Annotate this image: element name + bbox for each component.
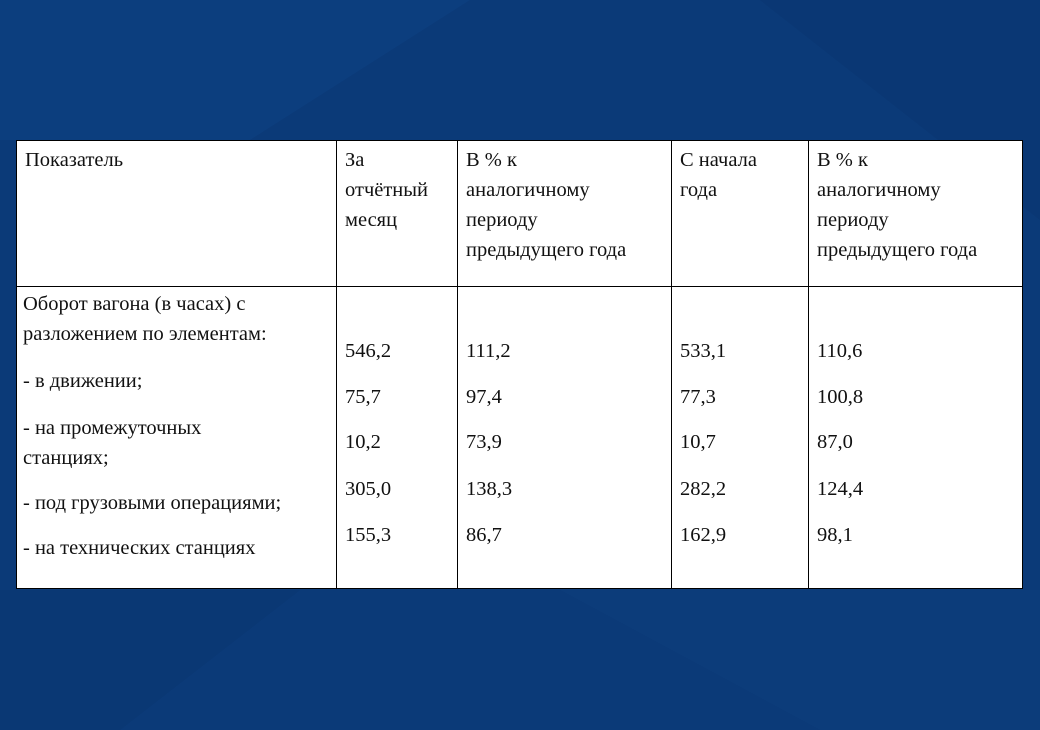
column-month [337, 287, 458, 589]
cell-ytd-technical: 162,9 [680, 524, 727, 546]
label-movement: - в движении; [23, 370, 143, 392]
indicator-labels [17, 287, 337, 589]
data-table-container [16, 140, 1022, 589]
label-cargo: - под грузовыми операциями; [23, 492, 282, 514]
header-year-to-date: С начала года [672, 141, 809, 287]
cell-ytd-movement: 77,3 [680, 386, 716, 408]
cell-pct-cargo: 138,3 [466, 478, 513, 500]
cell-pct-ytd-cargo: 124,4 [817, 478, 864, 500]
cell-pct-technical: 86,7 [466, 524, 502, 546]
cell-pct-intermediate: 73,9 [466, 431, 502, 453]
cell-pct-ytd-total: 110,6 [817, 340, 863, 362]
cell-month-technical: 155,3 [345, 524, 392, 546]
column-pct-prev-year [458, 287, 672, 589]
cell-month-movement: 75,7 [345, 386, 381, 408]
cell-pct-movement: 97,4 [466, 386, 502, 408]
header-month: За отчётный месяц [337, 141, 458, 287]
cell-pct-total: 111,2 [466, 340, 511, 362]
table-body-row [17, 287, 1023, 589]
cell-month-cargo: 305,0 [345, 478, 392, 500]
label-technical: - на технических станциях [23, 537, 256, 559]
cell-ytd-total: 533,1 [680, 340, 727, 362]
column-pct-prev-ytd [809, 287, 1023, 589]
cell-pct-ytd-movement: 100,8 [817, 386, 864, 408]
cell-ytd-cargo: 282,2 [680, 478, 727, 500]
label-title-line2: разложением по элементам: [23, 323, 267, 345]
header-pct-prev-ytd: В % к аналогичному периоду предыдущего года [809, 141, 1023, 287]
data-table [16, 140, 1023, 589]
cell-month-intermediate: 10,2 [345, 431, 381, 453]
label-intermediate-line2: станциях; [23, 447, 109, 469]
cell-month-total: 546,2 [345, 340, 392, 362]
header-indicator: Показатель [17, 141, 337, 287]
cell-pct-ytd-technical: 98,1 [817, 524, 853, 546]
label-intermediate-line1: - на промежуточных [23, 417, 202, 439]
table-header-row [17, 141, 1023, 287]
header-pct-prev-year: В % к аналогичному периоду предыдущего года [458, 141, 672, 287]
column-year-to-date [672, 287, 809, 589]
label-title-line1: Оборот вагона (в часах) с [23, 293, 246, 315]
cell-ytd-intermediate: 10,7 [680, 431, 716, 453]
cell-pct-ytd-intermediate: 87,0 [817, 431, 853, 453]
